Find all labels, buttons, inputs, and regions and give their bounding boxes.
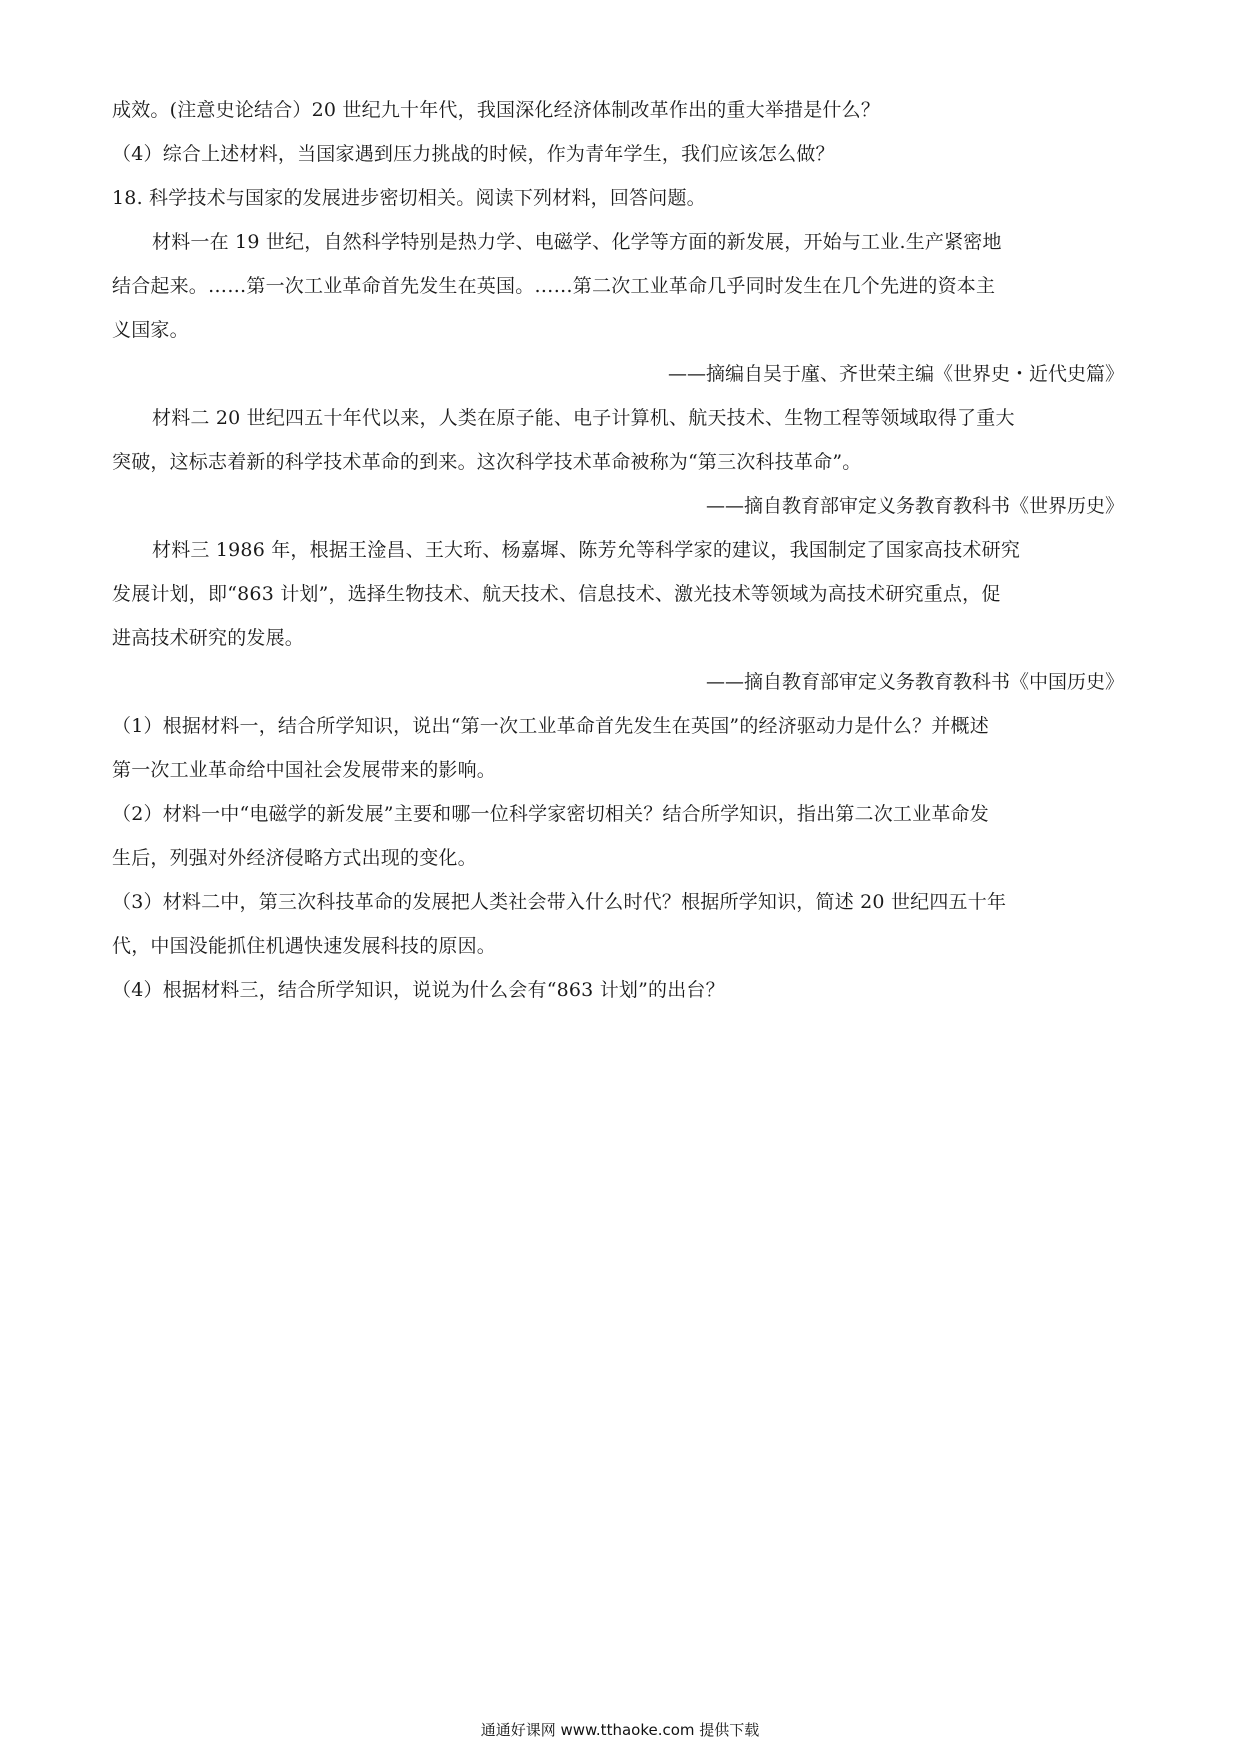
question-18-heading: 18. 科学技术与国家的发展进步密切相关。阅读下列材料，回答问题。 — [112, 187, 706, 209]
material-two-line: 材料二 20 世纪四五十年代以来，人类在原子能、电子计算机、航天技术、生物工程等领域取得了重大 — [152, 407, 1015, 429]
material-two-line: 突破，这标志着新的科学技术革命的到来。这次科学技术革命被称为“第三次科技革命”。 — [112, 451, 862, 473]
sub-question-1: （1）根据材料一，结合所学知识，说出“第一次工业革命首先发生在英国”的经济驱动力是什么？并概述 — [112, 715, 989, 737]
sub-question-3: （3）材料二中，第三次科技革命的发展把人类社会带入什么时代？根据所学知识，简述 20 世纪四五十年 — [112, 891, 1007, 913]
sub-question-3: 代，中国没能抓住机遇快速发展科技的原因。 — [112, 935, 497, 957]
sub-question-2: 生后，列强对外经济侵略方式出现的变化。 — [112, 847, 477, 869]
sub-question-4: （4）根据材料三，结合所学知识，说说为什么会有“863 计划”的出台？ — [112, 979, 725, 1001]
material-three-line: 进高技术研究的发展。 — [112, 627, 305, 649]
material-three-line: 材料三 1986 年，根据王淦昌、王大珩、杨嘉墀、陈芳允等科学家的建议，我国制定了国家高技术研究 — [152, 539, 1021, 561]
material-one-line: 义国家。 — [112, 319, 189, 341]
question-4-previous: （4）综合上述材料，当国家遇到压力挑战的时候，作为青年学生，我们应该怎么做？ — [112, 143, 835, 165]
material-one-line: 结合起来。……第一次工业革命首先发生在英国。……第二次工业革命几乎同时发生在几个先进的资本主 — [112, 275, 996, 297]
material-three-line: 发展计划，即“863 计划”，选择生物技术、航天技术、信息技术、激光技术等领域为高技术研究重点，促 — [112, 583, 1001, 605]
material-one-source: ——摘编自吴于廑、齐世荣主编《世界史・近代史篇》 — [667, 363, 1124, 385]
material-one-line: 材料一在 19 世纪，自然科学特别是热力学、电磁学、化学等方面的新发展，开始与工业.生产紧密地 — [152, 231, 1002, 253]
sub-question-1: 第一次工业革命给中国社会发展带来的影响。 — [112, 759, 497, 781]
page-footer: 通通好课网 www.tthaoke.com 提供下载 — [480, 1721, 760, 1739]
material-three-source: ——摘自教育部审定义务教育教科书《中国历史》 — [705, 671, 1124, 693]
material-two-source: ——摘自教育部审定义务教育教科书《世界历史》 — [705, 495, 1124, 517]
sub-question-2: （2）材料一中“电磁学的新发展”主要和哪一位科学家密切相关？结合所学知识，指出第二次工业革命发 — [112, 803, 989, 825]
document-body — [112, 98, 1132, 1022]
paragraph-line: 成效。(注意史论结合）20 世纪九十年代，我国深化经济体制改革作出的重大举措是什么？ — [112, 99, 881, 121]
